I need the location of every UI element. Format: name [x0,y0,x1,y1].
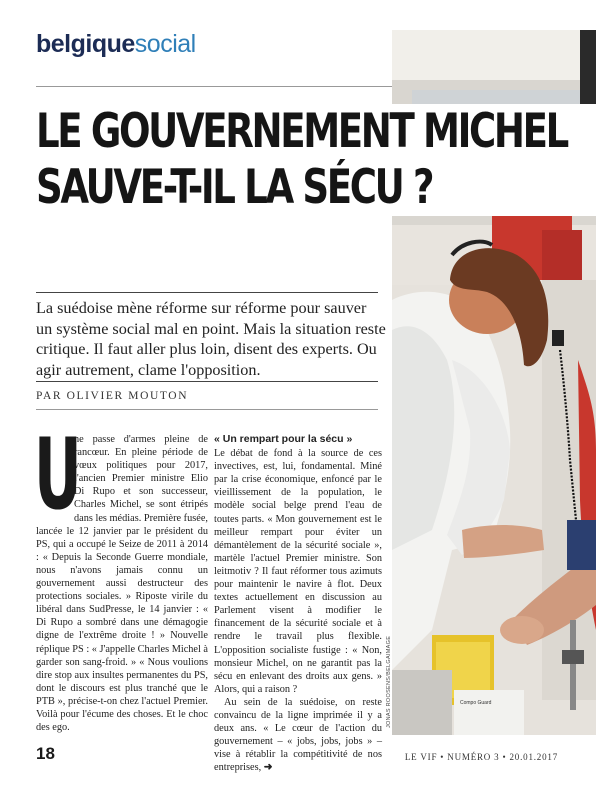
page-number: 18 [36,744,55,763]
continue-arrow-icon: ➜ [263,762,273,774]
headline-line-2: SAUVE-T-IL LA SÉCU ? [36,160,443,216]
article-column-2 [214,433,382,774]
rubric-social: social [134,30,196,58]
article-column-1 [34,418,209,734]
section-subhead: « Un rempart pour la sécu » [214,433,353,445]
lede-top-rule [36,292,378,293]
drop-cap: U [34,418,82,532]
byline: PAR OLIVIER MOUTON [36,390,189,402]
body-paragraph-3: Au sein de la suédoise, on reste convaincu de la ligne imprimée il y a deux ans. « Le cœur de l'action du gouvernement – « jobs, jobs, jobs » – vise à rétablir la compétitivité de nos entreprises, [214,696,382,774]
lede-bottom-rule [36,381,378,382]
box-label: Compo Guard [460,700,492,706]
section-rubric [36,30,196,59]
body-paragraph-1: ne passe d'armes pleine de rancœur. En pleine période de vœux politiques pour 2017, l'ancien Premier ministre Elio Di Rupo et son successeur, Charles Michel, se sont étripés dans les médias. Première fusée, lancée le 12 janvier par le président du PS, qui a occupé le Seize de 2011 à 2014 : « Depuis la Seconde Guerre mondiale, nous n'avons jamais connu un gouvernement aussi destructeur des protections sociales. » Riposte virile du libéral dans SudPresse, le 14 janvier : « Di Rupo a sombré dans une démagogie digne de l'extrême droite ! » Nouvelle réplique PS : « J'appelle Charles Michel à garder son sang-froid. » « Nous voulions dire stop aux insultes permanentes du PS, dont le discours est plus tranché que le PTB », précise-t-on chez l'actuel Premier. Voilà pour l'écume des choses. Et le choc des ego. [36,434,209,734]
photo-credit: JONAS ROOSENS/BELGAIMAGE [386,635,392,728]
headline-line-1: LE GOUVERNEMENT MICHEL [36,104,578,160]
top-divider [36,86,392,87]
headline [36,104,596,216]
byline-rule [36,409,378,410]
rubric-belgique: belgique [36,30,135,58]
lede-paragraph: La suédoise mène réforme sur réforme pour sauver un système social mal en point. Mais la situation reste critique. Il faut aller plus loin, disent des experts. Ou agir autrement, clame l'opposition. [36,299,386,379]
body-paragraph-2: Le débat de fond à la source de ces invectives, est, lui, fondamental. Miné par la crise économique, enfoncé par le vieillissement de la population, le modèle social belge prend l'eau de toutes parts. « Mon gouvernement est le meilleur rempart pour éviter un démantèlement de la sécurité sociale », martèle l'actuel Premier ministre. Son leitmotiv ? Il faut réformer tous azimuts pour maintenir le navire à flot. Deux textes actuellement en discussion au Parlement visent à modifier le financement de la sécurité sociale et à rendre le travail plus flexible. L'opposition socialiste fustige : « Non, monsieur Michel, on ne garantit pas la sécu en enlevant des droits aux gens. » Alors, qui a raison ? [214,448,382,695]
issue-footer: LE VIF • NUMÉRO 3 • 20.01.2017 [404,752,558,762]
